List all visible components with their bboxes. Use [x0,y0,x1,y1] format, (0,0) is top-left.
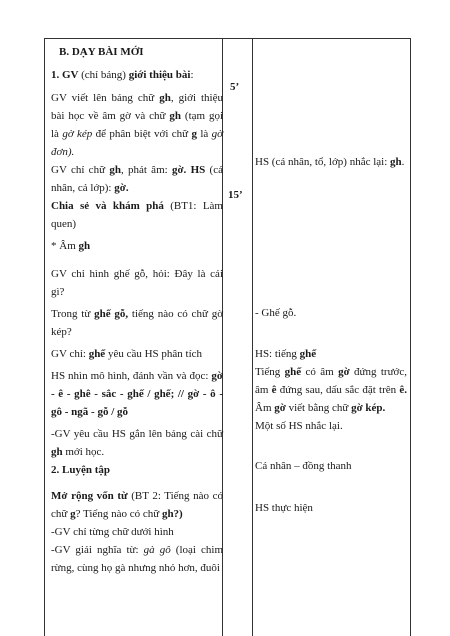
section-heading: B. DẠY BÀI MỚI [59,46,144,58]
sound-gh-heading: * Âm gh [51,240,91,252]
pronounce-paragraph: GV chỉ chữ gh, phát âm: gờ. HS (cá nhân, cả lớp): gờ. [51,164,223,194]
vocabulary-exercise: Mở rộng vốn từ (BT 2: Tiếng nào có chữ g? Tiếng nào có chữ gh?) [51,490,223,520]
students-perform: HS thực hiện [255,502,313,514]
intro-paragraph: GV viết lên bảng chữ gh, giới thiệu bài học về âm gờ và chữ gh (tạm gọi là gờ kép để phân biệt với chữ g là gờ đơn). [51,92,224,158]
picture-question: GV chỉ hình ghế gỗ, hỏi: Đây là cái gì? [51,268,223,298]
students-repeat: Một số HS nhắc lại. [255,420,343,432]
answer-syllable: HS: tiếng ghế [255,348,317,360]
individual-chorus: Cá nhân – đồng thanh [255,460,352,472]
time-5-min: 5’ [230,81,240,93]
analyze-instruction: GV chỉ: ghế yêu cầu HS phân tích [51,348,203,360]
which-syllable-question: Trong từ ghế gỗ, tiếng nào có chữ gờ kép? [51,308,224,338]
table-left-border [44,38,45,636]
repeat-response: HS (cá nhân, tổ, lớp) nhắc lại: gh. [255,156,405,168]
point-words-line: -GV chỉ từng chữ dưới hình [51,526,174,538]
table-right-border [410,38,411,636]
share-explore-paragraph: Chia sẻ và khám phá (BT1: Làm quen) [51,200,223,230]
answer-ghe-go: - Ghế gỗ. [255,307,297,319]
column-divider-right [252,38,253,636]
explain-word-paragraph: -GV giải nghĩa từ: gà gô (loại chim rừng, cùng họ gà nhưng nhỏ hơn, đuôi [51,544,224,574]
time-15-min: 15’ [228,189,243,201]
table-top-border [44,38,411,39]
attach-letters-paragraph: -GV yêu cầu HS gắn lên bảng cài chữ gh mới học. [51,428,223,458]
analysis-answer: Tiếng ghế có âm gờ đứng trước, âm ê đứng sau, dấu sắc đặt trên ê. Âm gờ viết bằng chữ gờ kép. [255,366,407,414]
section-2-title: 2. Luyện tập [51,464,110,476]
section-1-title: 1. GV (chỉ bảng) giới thiệu bài: [51,69,194,81]
spelling-paragraph: HS nhìn mô hình, đánh vần và đọc: gờ - ê - ghê - sắc - ghế / ghế; // gờ - ô - gô - ngã - gỗ / gỗ [51,370,223,418]
